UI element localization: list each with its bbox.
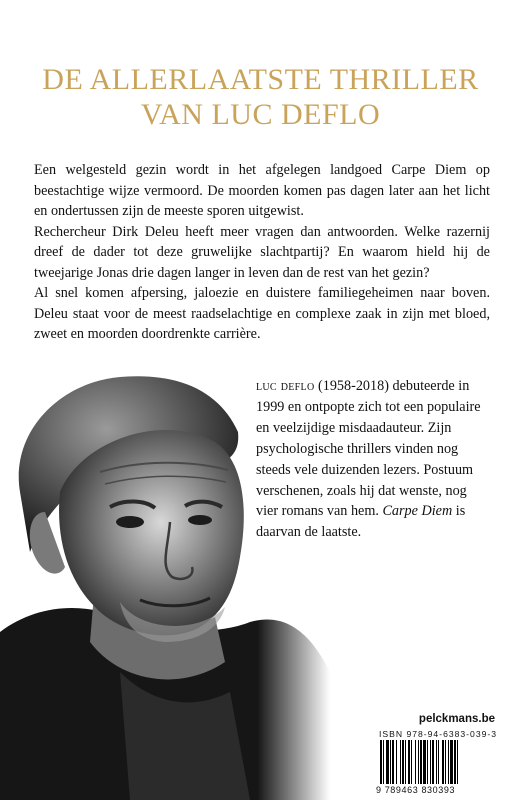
bio-text-2: is daarvan de laatste. (256, 503, 466, 541)
barcode-number: 9 789463 830393 (376, 785, 456, 795)
publisher-url: pelckmans.be (418, 713, 495, 725)
book-title: Carpe Diem (382, 503, 453, 520)
headline-line-2: VAN LUC DEFLO (140, 98, 381, 131)
barcode (378, 740, 498, 784)
synopsis-paragraph-1: Een welgesteld gezin wordt in het afgelegen landgoed Carpe Diem op beestachtige wijze vermoord. De moorden komen pas dagen later aan het licht en ondertussen zijn de meeste sporen uitgewist. (34, 162, 490, 219)
headline-line-1: DE ALLERLAATSTE THRILLER (42, 63, 479, 96)
synopsis-paragraph-2: Rechercheur Dirk Deleu heeft meer vragen dan antwoorden. Welke razernij dreef de dader tot deze gruwelijke slachtpartij? En waarom hield hij de tweejarige Jonas drie dagen langer in leven dan de rest van het gezin? (34, 223, 490, 281)
bio-text-1: (1958-2018) debuteerde in 1999 en ontpopte zich tot een populaire en veelzijdige misdaadauteur. Zijn psychologische thrillers vinden nog steeds vele duizenden lezers. Postuum verschenen, zoals hij dat wenste, nog vier romans van hem. (256, 378, 481, 520)
isbn-label: ISBN 978-94-6383-039-3 (379, 729, 498, 739)
author-name: luc deflo (256, 378, 315, 394)
synopsis (34, 160, 490, 345)
synopsis-paragraph-3: Al snel komen afpersing, jaloezie en duistere familiegeheimen naar boven. Deleu staat voor de meest raadselachtige en complexe zaak in zijn met bloed, zweet en moorden doordrenkte carrière. (34, 285, 490, 342)
author-bio (256, 376, 488, 543)
